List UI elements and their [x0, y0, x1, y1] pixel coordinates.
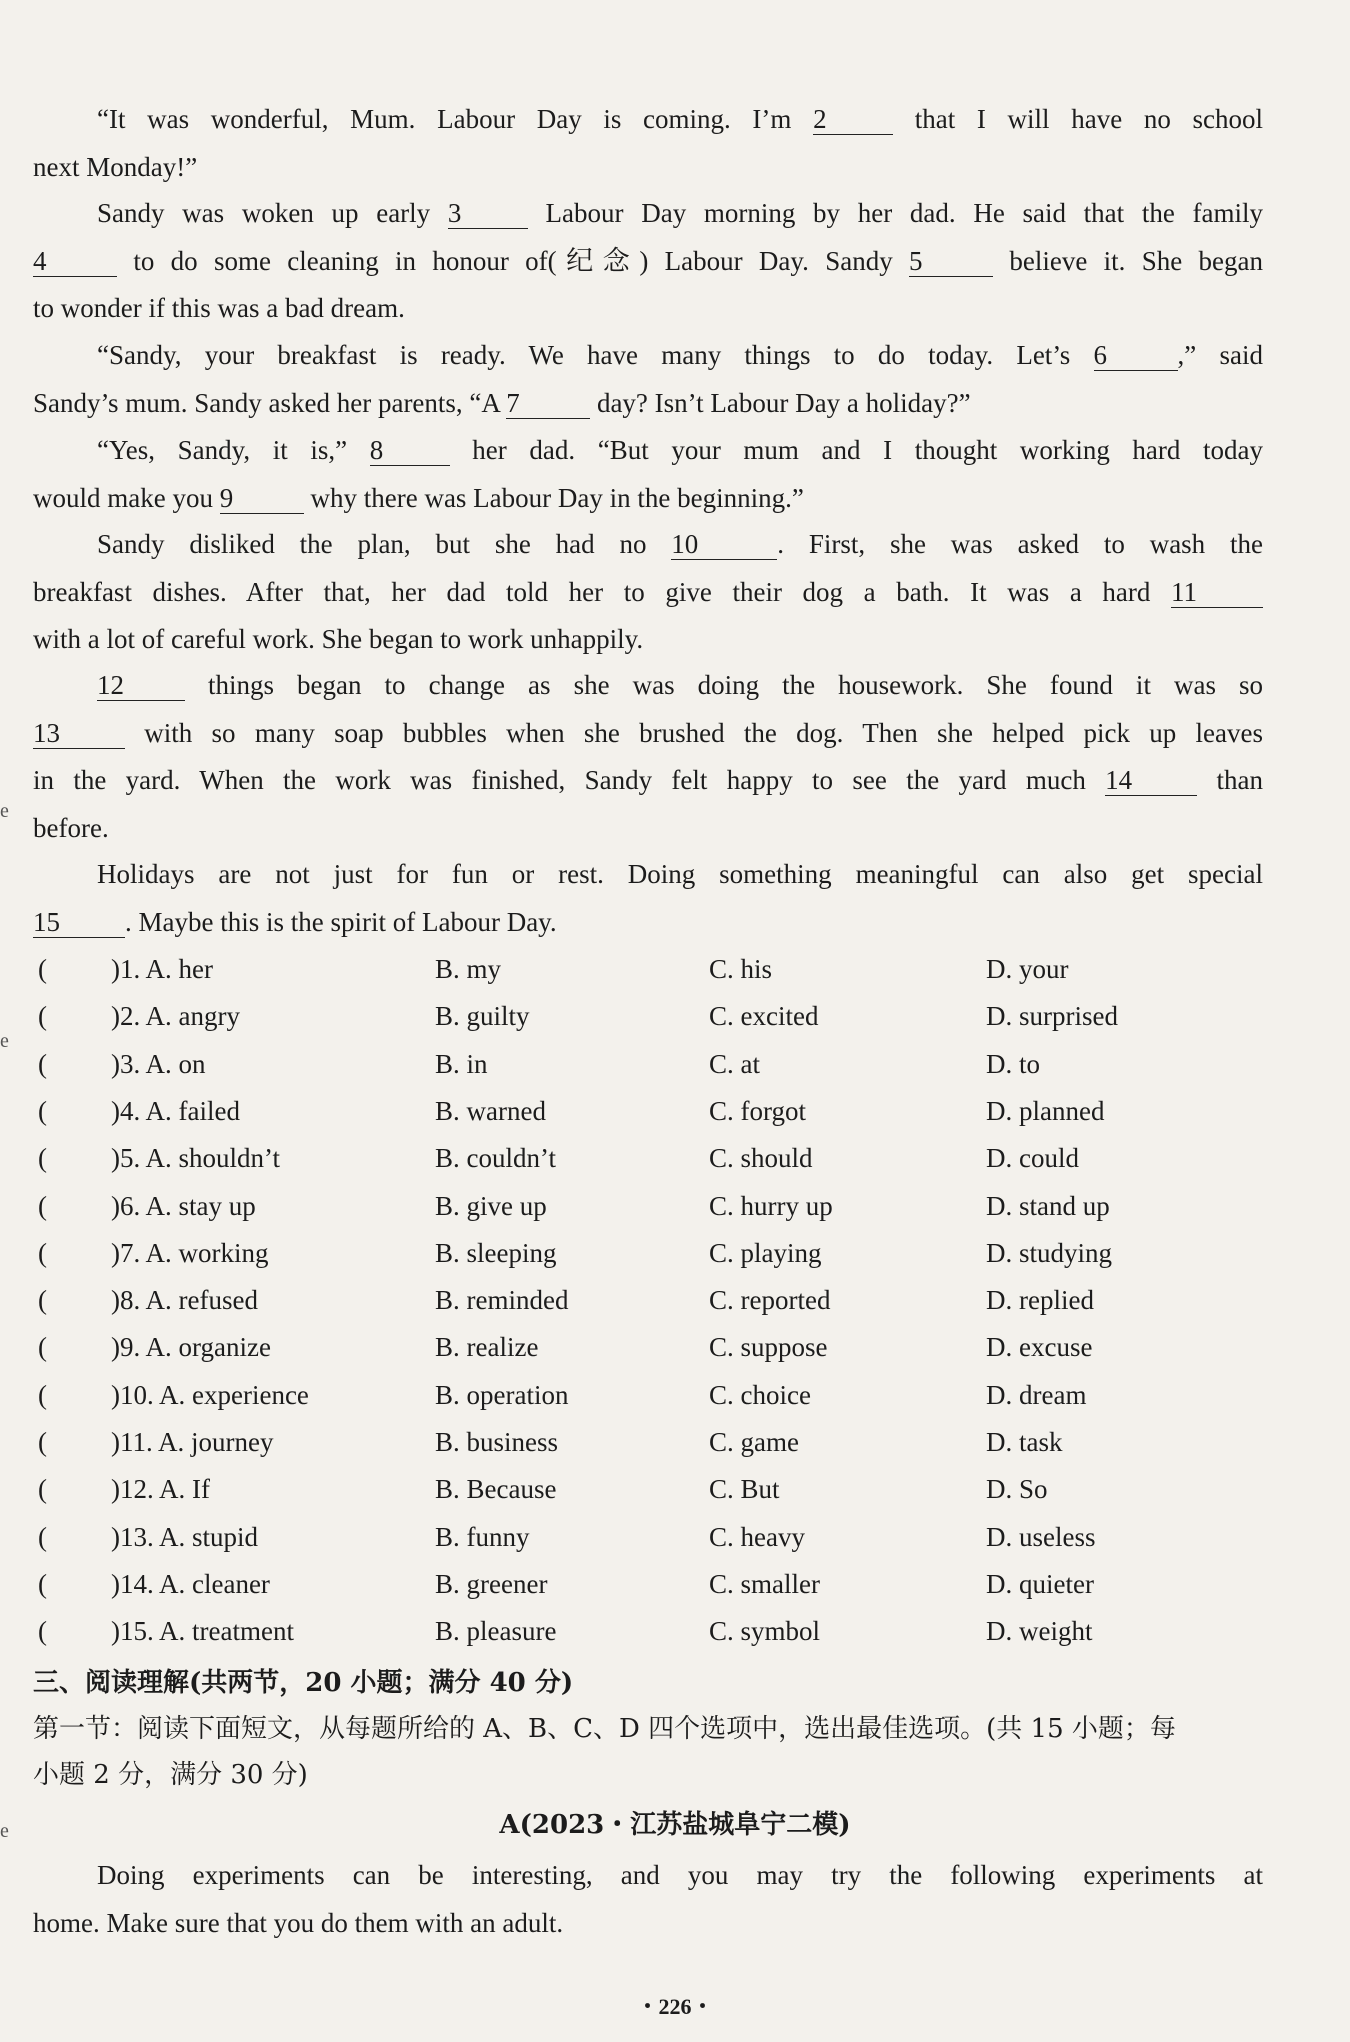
passage-text: day? Isn’t Labour Day a holiday?”: [590, 387, 971, 418]
answer-paren[interactable]: (: [38, 1285, 47, 1316]
answer-paren[interactable]: (: [38, 1379, 47, 1410]
passage-text: with so many soap bubbles when she brushed the dog. Then she helped pick up leaves: [125, 717, 1263, 748]
question-row: [33, 1466, 1293, 1513]
passage-paragraph-7: [33, 851, 1263, 946]
passage-text: to wonder if this was a bad dream.: [33, 293, 405, 323]
option-d: D. weight: [986, 1616, 1093, 1647]
option-d: D. dream: [986, 1379, 1087, 1410]
question-row: [33, 1041, 1293, 1088]
option-c: C. excited: [709, 1001, 819, 1032]
option-d: D. quieter: [986, 1568, 1094, 1599]
passage-text: her dad. “But your mum and I thought working hard today: [449, 435, 1263, 465]
passage-text: things began to change as she was doing the housework. She found it was so: [185, 670, 1263, 700]
blank-2[interactable]: 2: [813, 104, 893, 135]
answer-paren[interactable]: (: [38, 1332, 47, 1363]
option-b: B. greener: [435, 1568, 548, 1599]
answer-paren[interactable]: (: [38, 1237, 47, 1268]
answer-paren[interactable]: (: [38, 1048, 47, 1079]
option-d: D. task: [986, 1427, 1063, 1457]
option-a: )5. A. shouldn’t: [111, 1143, 281, 1174]
passage-text: “Yes, Sandy, it is,”: [97, 435, 370, 465]
blank-6[interactable]: 6: [1094, 340, 1178, 371]
blank-3[interactable]: 3: [448, 198, 528, 229]
passage-line: [33, 616, 1263, 664]
question-row: [33, 1135, 1293, 1182]
passage-text: . First, she was asked to wash the: [777, 529, 1263, 559]
blank-11[interactable]: 11: [1171, 577, 1263, 608]
question-row: [33, 1088, 1293, 1135]
option-b: B. funny: [435, 1521, 530, 1552]
option-c: C. suppose: [709, 1332, 828, 1363]
reading-intro: [33, 1852, 1263, 1947]
option-a: )8. A. refused: [111, 1285, 258, 1316]
question-row: [33, 1183, 1293, 1230]
blank-14[interactable]: 14: [1105, 765, 1197, 796]
reading-intro-line-2: home. Make sure that you do them with an adult.: [33, 1907, 564, 1938]
option-a: )11. A. journey: [111, 1427, 274, 1457]
option-b: B. guilty: [435, 1001, 530, 1032]
passage-line: [33, 427, 1263, 475]
blank-9[interactable]: 9: [220, 483, 304, 514]
passage-line: [33, 285, 1263, 333]
passage-text: Labour Day morning by her dad. He said that the family: [527, 198, 1263, 228]
option-a: )15. A. treatment: [111, 1616, 294, 1647]
blank-15[interactable]: 15: [33, 907, 125, 938]
option-d: D. stand up: [986, 1190, 1110, 1221]
answer-paren[interactable]: (: [38, 1190, 47, 1221]
option-a: )10. A. experience: [111, 1379, 309, 1410]
passage-text: ,” said: [1177, 340, 1263, 370]
passage-text: Holidays are not just for fun or rest. Doing something meaningful can also get special: [97, 859, 1263, 889]
option-c: C. hurry up: [709, 1190, 833, 1221]
option-c: C. heavy: [709, 1521, 805, 1552]
passage-line: [33, 475, 1263, 523]
option-a: )14. A. cleaner: [111, 1568, 270, 1599]
option-c: C. But: [709, 1474, 780, 1505]
answer-paren[interactable]: (: [38, 1095, 47, 1126]
edge-mark: e: [0, 1030, 9, 1052]
passage-text: Sandy’s mum. Sandy asked her parents, “A: [33, 387, 507, 418]
passage-paragraph-1: [33, 96, 1263, 191]
passage-line: [33, 238, 1263, 286]
blank-12[interactable]: 12: [97, 670, 185, 701]
answer-paren[interactable]: (: [38, 1427, 47, 1457]
option-a: )1. A. her: [111, 954, 213, 984]
question-row: [33, 1419, 1293, 1466]
blank-8[interactable]: 8: [370, 435, 450, 466]
passage-text: Sandy was woken up early: [97, 198, 448, 228]
section-instruction-1: 第一节：阅读下面短文，从每题所给的 A、B、C、D 四个选项中，选出最佳选项。(共 15 小题；每: [33, 1714, 1176, 1744]
passage-line: [33, 332, 1263, 380]
reading-intro-line-1: Doing experiments can be interesting, and you may try the following experiments at: [97, 1860, 1263, 1890]
option-d: D. So: [986, 1474, 1048, 1505]
blank-7[interactable]: 7: [506, 388, 590, 419]
option-d: D. could: [986, 1143, 1079, 1174]
option-c: C. game: [709, 1427, 799, 1457]
passage-line: [33, 662, 1263, 710]
option-a: )2. A. angry: [111, 1001, 240, 1032]
question-row: [33, 993, 1293, 1040]
option-a: )6. A. stay up: [111, 1190, 256, 1221]
passage-text: in the yard. When the work was finished, Sandy felt happy to see the yard much: [33, 765, 1106, 795]
answer-paren[interactable]: (: [38, 954, 47, 984]
option-b: B. realize: [435, 1332, 539, 1363]
passage-text: with a lot of careful work. She began to work unhappily.: [33, 624, 644, 654]
passage-paragraph-2: [33, 190, 1263, 333]
option-c: C. smaller: [709, 1568, 820, 1599]
option-b: B. Because: [435, 1474, 557, 1505]
option-a: )12. A. If: [111, 1474, 210, 1505]
answer-paren[interactable]: (: [38, 1474, 47, 1505]
option-d: D. studying: [986, 1237, 1113, 1268]
answer-paren[interactable]: (: [38, 1568, 47, 1599]
question-row: [33, 1608, 1293, 1655]
passage-text: Sandy disliked the plan, but she had no: [97, 529, 672, 559]
passage-text: “It was wonderful, Mum. Labour Day is coming. I’m: [97, 104, 814, 134]
passage-text: “Sandy, your breakfast is ready. We have many things to do today. Let’s: [97, 340, 1094, 370]
option-d: D. planned: [986, 1095, 1105, 1126]
passage-line: [33, 805, 1263, 853]
section-heading: 三、阅读理解(共两节，20 小题；满分 40 分): [33, 1668, 574, 1698]
passage-paragraph-6: [33, 662, 1263, 852]
option-b: B. couldn’t: [435, 1143, 556, 1174]
passage-line: [33, 380, 1263, 428]
option-a: )13. A. stupid: [111, 1521, 259, 1552]
blank-5[interactable]: 5: [909, 246, 993, 277]
passage-paragraph-4: [33, 427, 1263, 522]
option-d: D. replied: [986, 1285, 1094, 1316]
option-c: C. reported: [709, 1285, 831, 1316]
option-d: D. useless: [986, 1521, 1096, 1552]
section-instruction-2: 小题 2 分，满分 30 分): [33, 1760, 308, 1790]
passage-paragraph-3: [33, 332, 1263, 427]
passage-text: breakfast dishes. After that, her dad told her to give their dog a bath. It was a hard: [33, 576, 1171, 607]
option-d: D. to: [986, 1048, 1040, 1079]
passage-text: than: [1197, 765, 1263, 795]
option-c: C. should: [709, 1143, 813, 1174]
question-row: [33, 1561, 1293, 1608]
passage-text: would make you: [33, 482, 220, 513]
passage-text: . Maybe this is the spirit of Labour Day.: [125, 906, 557, 937]
passage-line: [33, 757, 1263, 805]
option-a: )3. A. on: [111, 1048, 206, 1079]
answer-paren[interactable]: (: [38, 1001, 47, 1032]
option-b: B. in: [435, 1048, 488, 1079]
passage-line: [33, 569, 1263, 617]
option-b: B. give up: [435, 1190, 547, 1221]
option-b: B. sleeping: [435, 1237, 557, 1268]
passage-subheading: A(2023・江苏盐城阜宁二模): [499, 1810, 851, 1840]
question-row: [33, 946, 1293, 993]
option-a: )9. A. organize: [111, 1332, 271, 1363]
option-d: D. your: [986, 954, 1069, 984]
passage-text: believe it. She began: [993, 245, 1263, 276]
question-row: [33, 1324, 1293, 1371]
option-c: C. forgot: [709, 1095, 807, 1126]
page-number: ・226・: [636, 1994, 714, 2019]
edge-mark: e: [0, 1820, 9, 1842]
passage-line: [33, 144, 1263, 192]
option-d: D. excuse: [986, 1332, 1093, 1363]
question-row: [33, 1277, 1293, 1324]
passage-line: [33, 190, 1263, 238]
passage-line: [33, 96, 1263, 144]
option-c: C. choice: [709, 1379, 811, 1410]
option-a: )4. A. failed: [111, 1095, 240, 1126]
option-b: B. my: [435, 954, 502, 984]
answer-paren[interactable]: (: [38, 1521, 47, 1552]
passage-line: [33, 521, 1263, 569]
option-c: C. his: [709, 954, 773, 984]
option-d: D. surprised: [986, 1001, 1118, 1032]
question-row: [33, 1514, 1293, 1561]
option-b: B. pleasure: [435, 1616, 557, 1647]
edge-mark: e: [0, 800, 9, 822]
passage-line: [33, 899, 1263, 947]
option-b: B. business: [435, 1427, 559, 1457]
answer-paren[interactable]: (: [38, 1616, 47, 1647]
passage-text: that I will have no school: [893, 104, 1263, 134]
option-c: C. symbol: [709, 1616, 821, 1647]
question-row: [33, 1230, 1293, 1277]
blank-10[interactable]: 10: [671, 529, 777, 560]
option-b: B. reminded: [435, 1285, 569, 1316]
option-c: C. at: [709, 1048, 760, 1079]
passage-text: before.: [33, 812, 109, 843]
passage-text: to do some cleaning in honour of(纪念) Labour Day. Sandy: [117, 245, 910, 276]
option-a: )7. A. working: [111, 1237, 269, 1268]
passage-text: next Monday!”: [33, 151, 198, 182]
passage-text: why there was Labour Day in the beginning.”: [303, 482, 804, 513]
option-b: B. operation: [435, 1379, 569, 1410]
question-row: [33, 1372, 1293, 1419]
passage-paragraph-5: [33, 521, 1263, 664]
blank-4[interactable]: 4: [33, 246, 117, 277]
passage-line: [33, 851, 1263, 899]
option-b: B. warned: [435, 1095, 546, 1126]
blank-13[interactable]: 13: [33, 718, 125, 749]
passage-line: [33, 710, 1263, 758]
option-c: C. playing: [709, 1237, 822, 1268]
answer-paren[interactable]: (: [38, 1143, 47, 1174]
